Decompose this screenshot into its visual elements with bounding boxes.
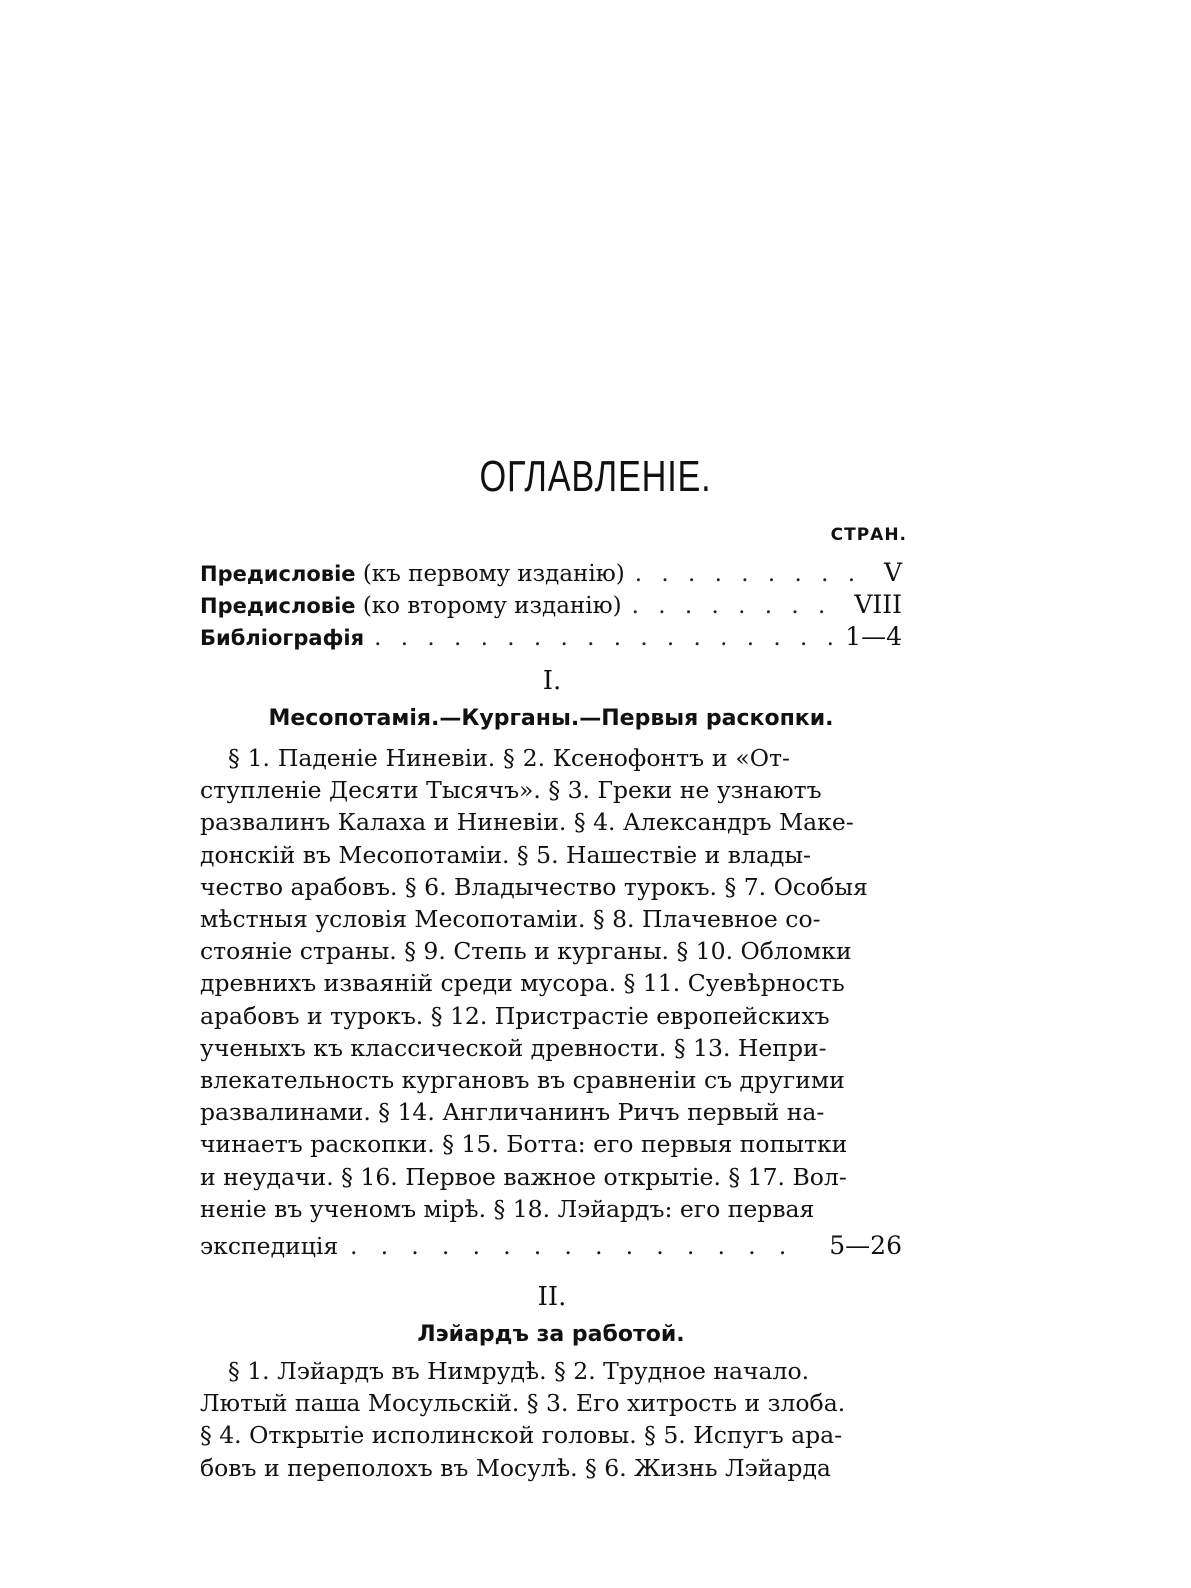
summary-line: стояніе страны. § 9. Степь и курганы. § 10. Обломки — [200, 937, 852, 966]
chapter-number: II. — [537, 1282, 567, 1312]
summary-line: арабовъ и турокъ. § 12. Пристрастіе европейскихъ — [200, 1001, 830, 1030]
summary-line: древнихъ изваяній среди мусора. § 11. Суевѣрность — [200, 969, 845, 998]
chapter-pages: 5—26 — [829, 1231, 902, 1260]
page-column-label: СТРАН. — [830, 525, 907, 545]
summary-line: развалинъ Калаха и Ниневіи. § 4. Александръ Маке- — [200, 808, 854, 837]
summary-line: § 1. Лэйардъ въ Нимрудѣ. § 2. Трудное начало. — [228, 1357, 810, 1385]
toc-entry-title-bold: Предисловіе — [200, 594, 356, 618]
toc-entry-preface-first — [200, 558, 902, 592]
chapter-summary — [200, 1355, 846, 1484]
summary-line: донскій въ Месопотаміи. § 5. Нашествіе и влады- — [200, 840, 811, 869]
dot-leader — [338, 1234, 790, 1260]
chapter-number: I. — [542, 666, 562, 696]
summary-line: экспедиція — [200, 1232, 339, 1260]
toc-entry-page: VIII — [854, 590, 902, 619]
dot-leader — [364, 625, 837, 651]
chapter-title: Лэйардъ за работой. — [417, 1322, 685, 1347]
toc-entry-title-rest: (къ первому изданію) — [355, 561, 625, 587]
summary-line: чинаетъ раскопки. § 15. Ботта: его первыя попытки — [200, 1130, 848, 1159]
summary-line: и неудачи. § 16. Первое важное открытіе. § 17. Вол- — [200, 1162, 847, 1191]
summary-line: влекательность кургановъ въ сравненіи съ другими — [200, 1066, 845, 1095]
chapter-last-line — [200, 1231, 902, 1260]
summary-line: ученыхъ къ классической древности. § 13. Непри- — [200, 1033, 827, 1062]
toc-entry-page: V — [883, 558, 902, 587]
toc-entry-bibliography — [200, 622, 902, 656]
summary-line: неніе въ ученомъ мірѣ. § 18. Лэйардъ: его первая — [200, 1194, 815, 1223]
summary-line: § 1. Паденіе Ниневіи. § 2. Ксенофонтъ и «От- — [228, 744, 790, 772]
toc-entry-page: 1—4 — [845, 622, 902, 651]
toc-entry-title-bold: Предисловіе — [200, 562, 356, 586]
toc-entry-title-bold: Библіографія — [200, 626, 365, 650]
dot-leader — [622, 593, 847, 619]
toc-entry-preface-second — [200, 590, 902, 624]
summary-line: § 4. Открытіе исполинской головы. § 5. Испугъ ара- — [200, 1421, 843, 1450]
chapter-summary — [200, 742, 868, 1225]
chapter-title: Месопотамія.—Курганы.—Первыя раскопки. — [268, 706, 834, 731]
summary-line: Лютый паша Мосульскій. § 3. Его хитрость и злоба. — [200, 1389, 846, 1418]
summary-line: мѣстныя условія Месопотаміи. § 8. Плачевное со- — [200, 905, 821, 934]
summary-line: развалинами. § 14. Англичанинъ Ричъ первый на- — [200, 1098, 825, 1127]
summary-line: чество арабовъ. § 6. Владычество турокъ. § 7. Особыя — [200, 872, 868, 901]
summary-line: ступленіе Десяти Тысячъ». § 3. Греки не узнаютъ — [200, 776, 822, 805]
summary-line: бовъ и переполохъ въ Мосулѣ. § 6. Жизнь Лэйарда — [200, 1453, 831, 1482]
page-title: ОГЛАВЛЕНІЕ. — [479, 452, 712, 501]
dot-leader — [625, 561, 876, 587]
toc-entry-title-rest: (ко второму изданію) — [355, 593, 622, 619]
